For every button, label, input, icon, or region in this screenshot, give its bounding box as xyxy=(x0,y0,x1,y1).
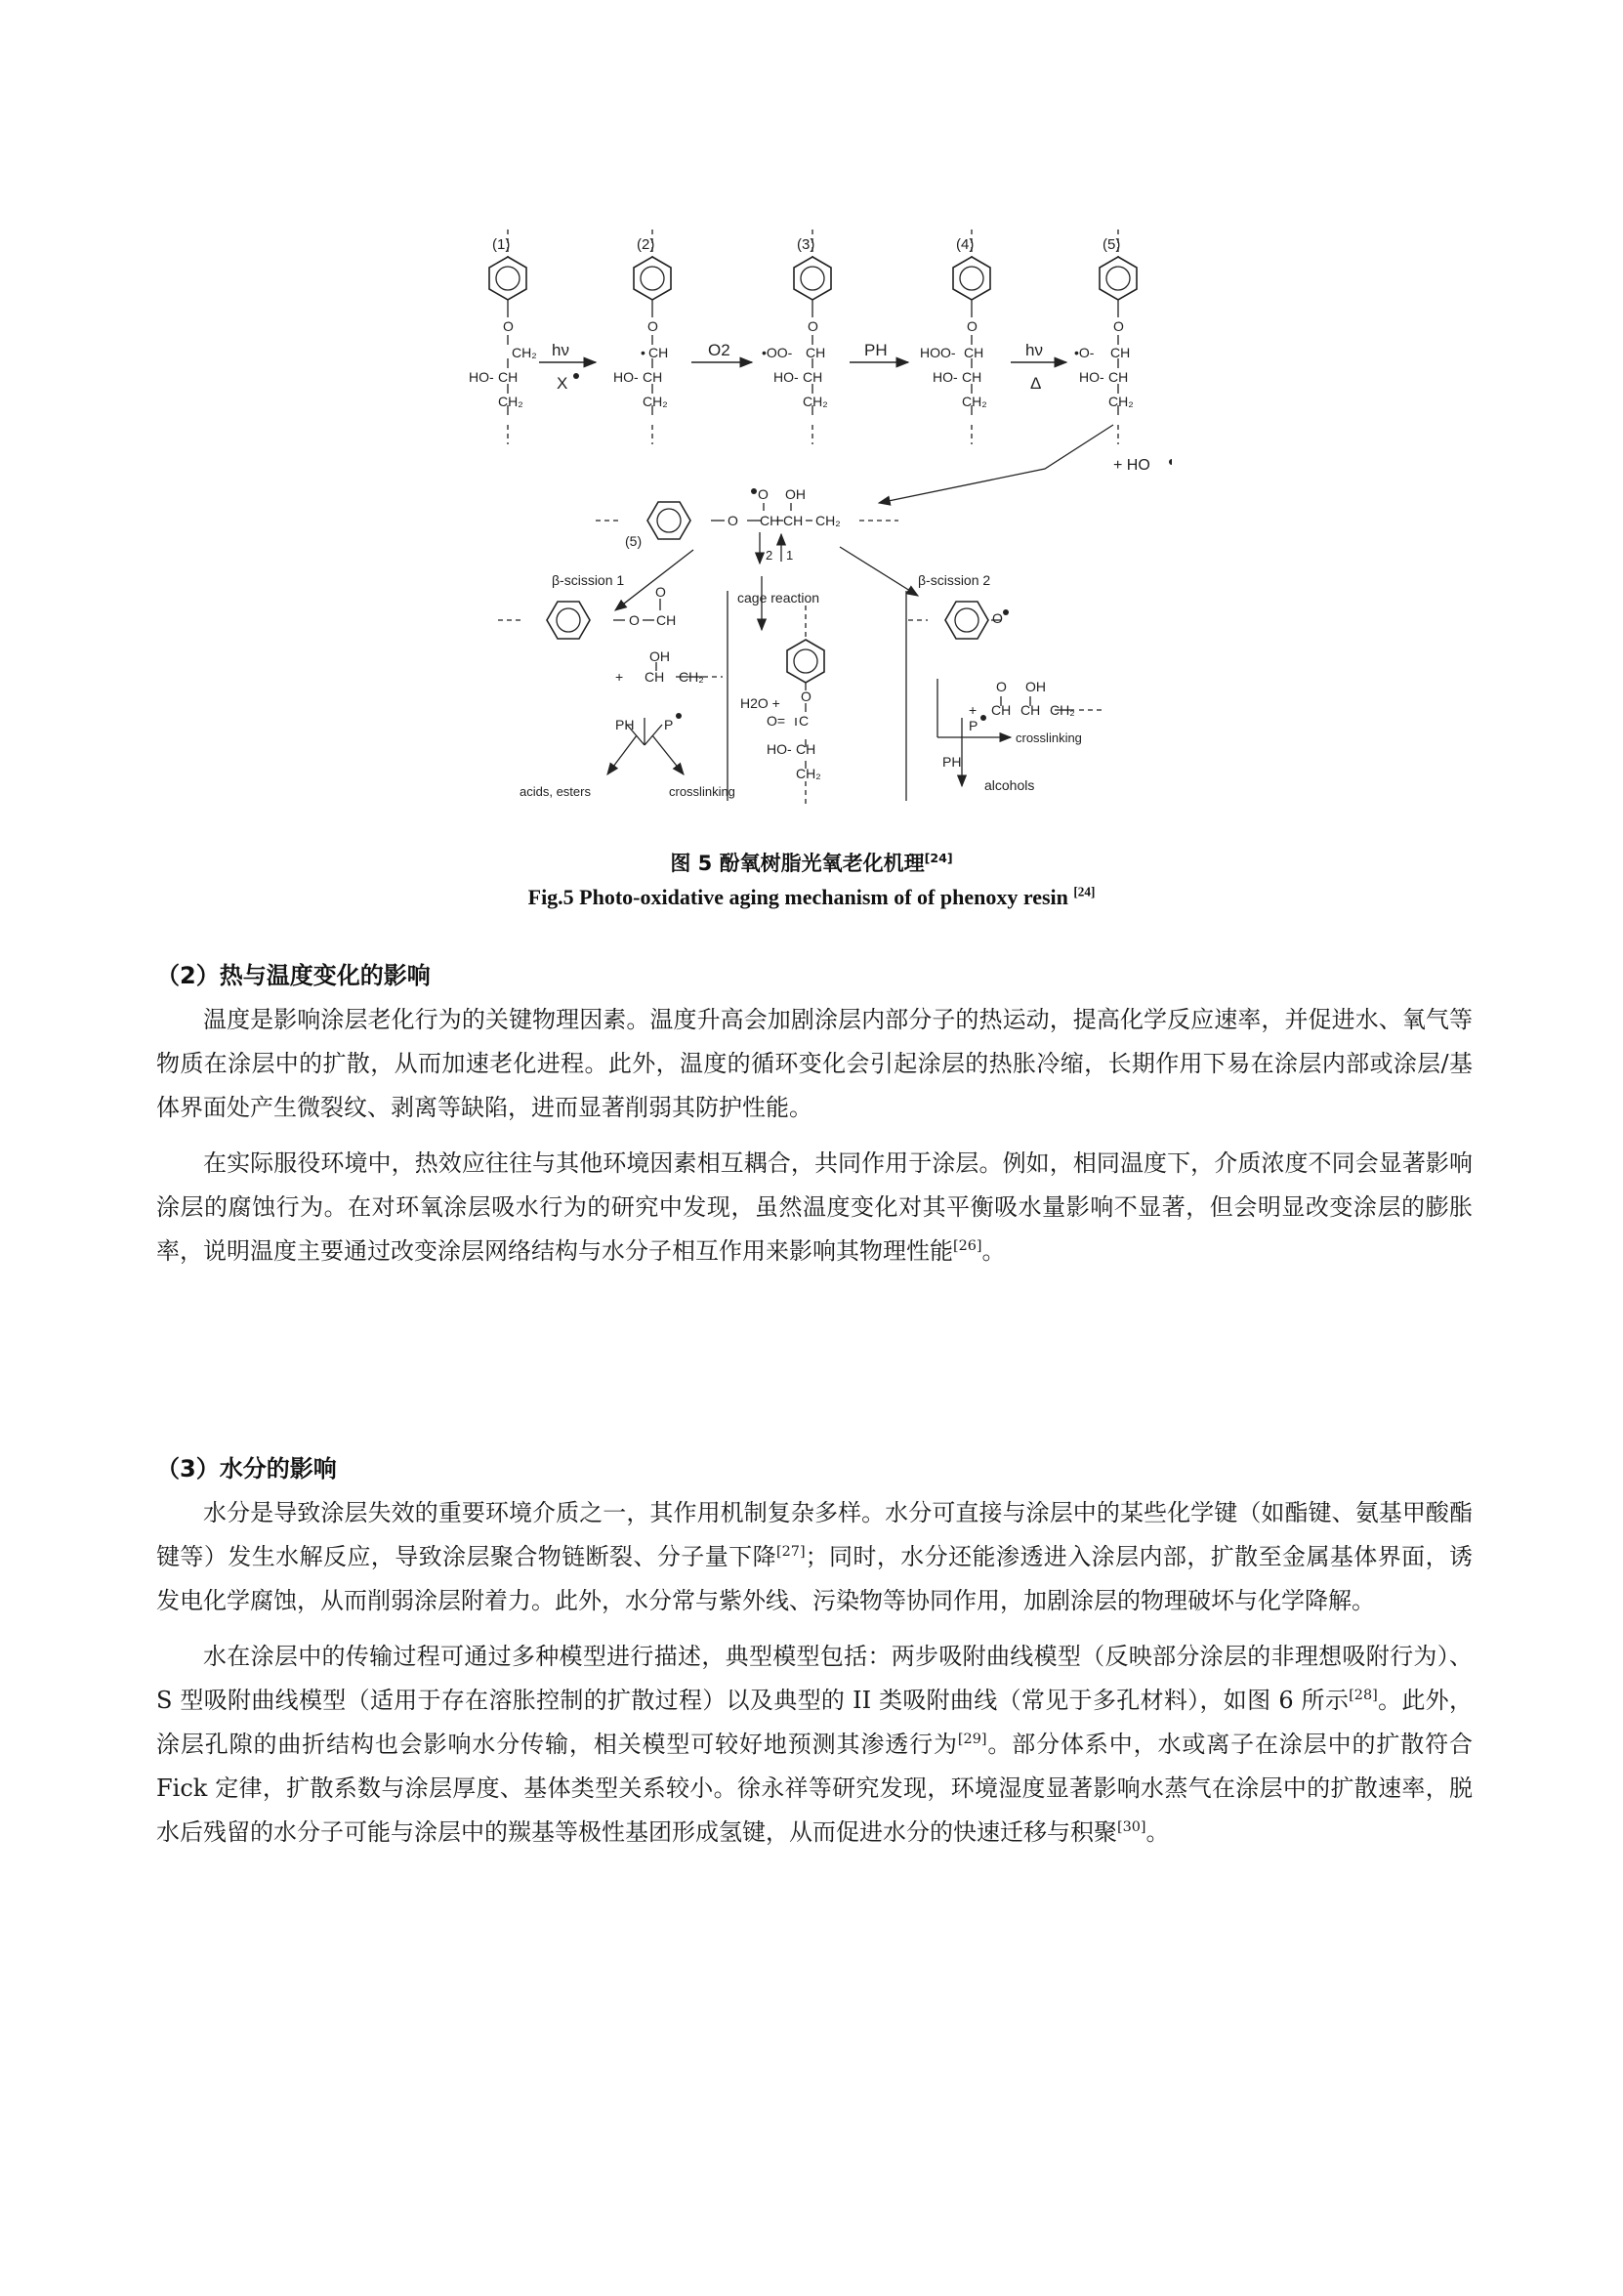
citation: [28] xyxy=(1349,1688,1378,1703)
svg-text:•O-: •O- xyxy=(1074,345,1095,360)
svg-text:CH₂: CH₂ xyxy=(796,766,821,781)
svg-text:CH: CH xyxy=(498,369,519,385)
section-body-temperature xyxy=(156,998,1473,1285)
p-left: P xyxy=(664,717,674,732)
svg-text:CH: CH xyxy=(648,345,669,360)
svg-text:CH₂: CH₂ xyxy=(1050,702,1075,718)
svg-text:CH₂: CH₂ xyxy=(498,394,523,409)
arrow-3-top: PH xyxy=(864,341,888,359)
paragraph-text: 水在涂层中的传输过程可通过多种模型进行描述，典型模型包括：两步吸附曲线模型（反映部分涂层的非理想吸附行为）、S 型吸附曲线模型（适用于存在溶胀控制的扩散过程）以及典型的 II 类吸附曲线（常见于多孔材料），如图 6 所示 xyxy=(156,1643,1473,1714)
section-heading-moisture: （3）水分的影响 xyxy=(156,1455,337,1482)
svg-text:O: O xyxy=(996,679,1007,694)
svg-text:C: C xyxy=(799,713,810,729)
svg-text:CH₂: CH₂ xyxy=(1108,394,1134,409)
section-body-moisture xyxy=(156,1491,1473,1866)
svg-text:CH: CH xyxy=(991,702,1012,718)
svg-text:O: O xyxy=(758,486,769,502)
paragraph xyxy=(156,1635,1473,1855)
svg-text:CH: CH xyxy=(643,369,663,385)
svg-text:+: + xyxy=(969,702,978,718)
svg-text:HO-: HO- xyxy=(767,741,792,757)
paragraph-end: 。 xyxy=(981,1237,1006,1265)
svg-text:CH₂: CH₂ xyxy=(803,394,828,409)
arrow-4-top: hν xyxy=(1025,341,1043,359)
citation: [30] xyxy=(1117,1819,1146,1835)
arrow-1-top: hν xyxy=(552,341,569,359)
svg-text:CH: CH xyxy=(962,369,982,385)
arrow-2-top: O2 xyxy=(708,341,730,359)
svg-text:O: O xyxy=(629,612,640,628)
svg-text:CH: CH xyxy=(783,513,804,528)
figure-caption-en-ref: [24] xyxy=(1073,884,1096,899)
branch-cage-reaction: cage reaction xyxy=(737,590,820,605)
svg-text:HO-: HO- xyxy=(613,369,639,385)
product-acids-esters: acids, esters xyxy=(520,784,591,799)
figure-caption-cn-text: 图 5 酚氧树脂光氧老化机理 xyxy=(670,852,925,875)
citation: [26] xyxy=(953,1238,982,1254)
structure-label-2: (2) xyxy=(637,236,655,253)
svg-text:CH: CH xyxy=(1020,702,1041,718)
svg-text:O=: O= xyxy=(767,713,786,729)
branch-beta-scission-2: β-scission 2 xyxy=(918,572,991,588)
reaction-scheme-figure xyxy=(469,220,1172,815)
paragraph xyxy=(156,1142,1473,1273)
svg-text:CH₂: CH₂ xyxy=(512,345,537,360)
svg-text:O: O xyxy=(967,318,978,334)
center-structure-label: (5) xyxy=(625,533,643,549)
product-right-crosslinking: crosslinking xyxy=(1016,731,1082,745)
paragraph xyxy=(156,1491,1473,1623)
svg-text:HO-: HO- xyxy=(469,369,494,385)
structure-label-5: (5) xyxy=(1103,236,1121,253)
svg-text:CH: CH xyxy=(803,369,823,385)
citation: [27] xyxy=(776,1544,806,1560)
figure-caption-en-text: Fig.5 Photo-oxidative aging mechanism of of phenoxy resin xyxy=(527,885,1074,909)
svg-text:O: O xyxy=(992,610,1003,626)
svg-text:O: O xyxy=(647,318,658,334)
paragraph-text: 。此外，涂层孔隙的曲折结构也会影响水分传输，相关模型可较好地预测其渗透行为 xyxy=(156,1687,1473,1758)
figure-caption-cn-ref: [24] xyxy=(924,851,953,865)
citation: [29] xyxy=(957,1732,987,1747)
svg-text:HO-: HO- xyxy=(933,369,958,385)
figure-caption-en xyxy=(0,885,1623,910)
svg-text:O: O xyxy=(655,584,666,600)
svg-text:CH: CH xyxy=(656,612,677,628)
structure-label-4: (4) xyxy=(956,236,975,253)
svg-text:•: • xyxy=(641,345,645,360)
reaction-scheme xyxy=(469,220,1172,815)
svg-text:HO-: HO- xyxy=(1079,369,1104,385)
svg-text:•OO-: •OO- xyxy=(762,345,793,360)
svg-text:O: O xyxy=(801,689,812,704)
svg-text:O: O xyxy=(503,318,514,334)
svg-text:+: + xyxy=(615,669,624,685)
arrow-4-bottom: Δ xyxy=(1030,374,1042,393)
svg-text:CH: CH xyxy=(1108,369,1129,385)
paragraph-text: ；同时，水分还能渗透进入涂层内部，扩散至金属基体界面，诱发电化学腐蚀，从而削弱涂层附着力。此外，水分常与紫外线、污染物等协同作用，加剧涂层的物理破坏与化学降解。 xyxy=(156,1543,1473,1614)
svg-text:OH: OH xyxy=(649,648,670,664)
svg-text:CH: CH xyxy=(796,741,816,757)
arrow-1-bottom: X xyxy=(557,374,568,393)
svg-text:CH₂: CH₂ xyxy=(679,669,704,685)
svg-text:CH₂: CH₂ xyxy=(643,394,668,409)
svg-text:CH: CH xyxy=(1110,345,1131,360)
section-heading-temperature: （2）热与温度变化的影响 xyxy=(156,962,431,989)
figure-caption-cn xyxy=(0,848,1623,877)
paragraph-text: 。部分体系中，水或离子在涂层中的扩散符合 Fick 定律，扩散系数与涂层厚度、基体类型关系较小。徐永祥等研究发现，环境湿度显著影响水蒸气在涂层中的扩散速率，脱水后残留的水分子可能与涂层中的羰基等极性基团形成氢键，从而促进水分的快速迁移与积聚 xyxy=(156,1731,1473,1846)
product-left-crosslinking: crosslinking xyxy=(669,784,735,799)
svg-text:CH: CH xyxy=(806,345,826,360)
svg-text:CH: CH xyxy=(760,513,780,528)
svg-text:CH: CH xyxy=(645,669,665,685)
svg-text:O: O xyxy=(808,318,818,334)
svg-text:HOO-: HOO- xyxy=(920,345,956,360)
path-2: 2 xyxy=(766,548,773,563)
branch-beta-scission-1: β-scission 1 xyxy=(552,572,625,588)
hydroxyl-radical: + HO xyxy=(1113,457,1150,474)
paragraph-text: 在实际服役环境中，热效应往往与其他环境因素相互耦合，共同作用于涂层。例如，相同温度下，介质浓度不同会显著影响涂层的腐蚀行为。在对环氧涂层吸水行为的研究中发现，虽然温度变化对其平衡吸水量影响不显著，但会明显改变涂层的膨胀率，说明温度主要通过改变涂层网络结构与水分子相互作用来影响其物理性能 xyxy=(156,1149,1473,1265)
ph-left: PH xyxy=(615,717,635,732)
structure-label-3: (3) xyxy=(797,236,815,253)
paragraph-end: 。 xyxy=(1145,1818,1170,1846)
ph-right: PH xyxy=(942,754,962,770)
water-product: H2O + xyxy=(740,695,780,711)
paragraph: 温度是影响涂层老化行为的关键物理因素。温度升高会加剧涂层内部分子的热运动，提高化学反应速率，并促进水、氧气等物质在涂层中的扩散，从而加速老化进程。此外，温度的循环变化会引起涂层的热胀冷缩，长期作用下易在涂层内部或涂层/基体界面处产生微裂纹、剥离等缺陷，进而显著削弱其防护性能。 xyxy=(156,1006,1473,1121)
product-alcohols: alcohols xyxy=(984,777,1035,793)
path-1: 1 xyxy=(786,548,794,563)
svg-text:CH₂: CH₂ xyxy=(962,394,987,409)
structure-label-1: (1) xyxy=(492,236,511,253)
svg-text:CH₂: CH₂ xyxy=(815,513,841,528)
svg-text:OH: OH xyxy=(785,486,806,502)
p-right: P xyxy=(969,718,978,733)
svg-text:OH: OH xyxy=(1025,679,1046,694)
svg-text:HO-: HO- xyxy=(773,369,799,385)
paragraph-text: 水分是导致涂层失效的重要环境介质之一，其作用机制复杂多样。水分可直接与涂层中的某些化学键（如酯键、氨基甲酸酯键等）发生水解反应，导致涂层聚合物链断裂、分子量下降 xyxy=(156,1499,1473,1570)
svg-text:O: O xyxy=(1113,318,1124,334)
svg-text:O: O xyxy=(728,513,738,528)
svg-text:CH: CH xyxy=(964,345,984,360)
